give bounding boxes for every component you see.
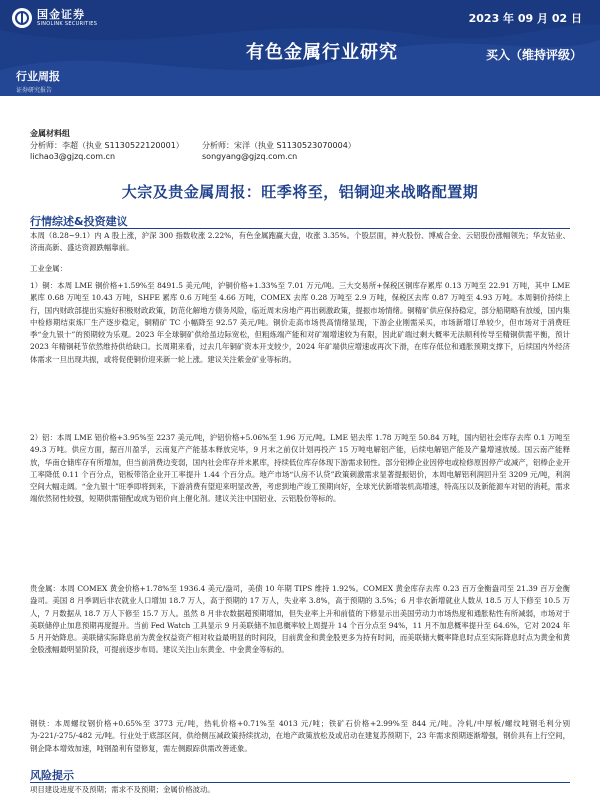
analyst-2-email[interactable]: songyang@gjzq.com.cn [202, 152, 298, 161]
header-banner [0, 0, 600, 96]
company-logo [12, 8, 97, 28]
rating-badge: 买入（维持评级） [485, 48, 582, 62]
report-type: 行业周报 [16, 70, 60, 83]
industry-title: 有色金属行业研究 [246, 42, 398, 63]
analyst-1-email[interactable]: lichao3@gjzq.com.cn [30, 152, 116, 161]
analyst-2: 分析师：宋洋（执业 S1130523070004） [202, 141, 356, 150]
risk-paragraph: 项目建设进度不及预期；需求不及预期；金属价格波动。 [30, 785, 215, 794]
sector-group: 金属材料组 [30, 129, 70, 138]
logo-name-cn: 国金证券 [37, 7, 85, 21]
precious-metals-paragraph: 贵金属：本周 COMEX 黄金价格+1.78%至 1936.4 美元/盎司，美债 10 年期 TIPS 维持 1.92%。COMEX 黄金库存去库 0.23 百万金衡盎司至 21.39 百万金衡盎司。美国 8 月季调后非农就业人口增加 18.7 万人，高于预期的 17 万人，失业率 3.8%，高于预期的 3.5%；6 月非农新增就业人数从 18.5 万人下修至 10.5 万人，7 月数据从 18.7 万人下修至 15.7 万人。虽然 8 月非农数据超预期增加，但失业率上升和前值的下修显示出美国劳动力市场热度和通胀粘性有所减弱，市场对于美联储停止加息预期再度提升。当前 Fed Watch 工具显示 9 月美联储不加息概率较上周提升 14 个百分点至 94%，11 月不加息概率提升至 64.6%，它对 2024 年 5 月开始降息。美联储实际降息前为黄金权益资产相对收益最明显的时间段，目前黄金和黄金股更多为持有时间，而美联储大概率降息时点至实际降息时点为黄金和黄金股涨幅最明显阶段，可提前逐步布局。建议关注山东黄金、中金黄金等标的。 [30, 584, 570, 655]
steel-paragraph: 钢铁：本周螺纹钢价格+0.65%至 3773 元/吨，热轧价格+0.71%至 4013 元/吨；铁矿石价格+2.99%至 844 元/吨。冷轧/中厚板/螺纹吨钢毛利分别为-221/-275/-482 元/吨。行业处于底部区间，供给侧压减政策持续扰动，在地产政策放松及或启动在建复苏预期下，23 年需求预期逐渐增强，钢价具有上行空间，钢企降本增效加速，吨钢盈利有望修复，需左侧跟踪供需改善迹象。 [30, 719, 570, 753]
copper-paragraph: 1）铜：本周 LME 铜价格+1.59%至 8491.5 美元/吨，沪铜价格+1.33%至 7.01 万元/吨。三大交易所+保税区铜库存累库 0.13 万吨至 22.91 万吨，其中 LME 累库 0.68 万吨至 10.43 万吨，SHFE 累库 0.6 万吨至 4.66 万吨，COMEX 去库 0.28 万吨至 2.9 万吨，保税区去库 0.87 万吨至 4.93 万吨。本周铜价持续上行，国内财政部提出实施好积极财政政策，防范化解地方债务风险，临近周末房地产再出刺激政策，提振市场情绪。铜精矿供应保持稳定，部分船期略有放缓，国内集中检修期结束炼厂生产逐步稳定，铜精矿 TC 小幅降至 92.57 美元/吨。铜价走高市场畏高情绪显现，下游企业刚需采买，市场新增订单较少，但市场对于消费旺季“金九银十”的预期较为乐观。2023 年全球铜矿供给虽边际宽松，但粗炼端产能和对矿端增速较为有限，因此矿端过剩大概率无法顺利传导至精铜供需平衡，预计 2023 年精铜耗节依然维持供给缺口。长周期来看，过去几年铜矿资本开支较少，2024 年矿端供应增速或再次下滑，在库存低位和通胀预期支撑下，后续国内外经济体需求一旦出现共振，或将促使铜价迎来新一轮上涨。建议关注紫金矿业等标的。 [30, 281, 570, 364]
report-subtype: 证券研究报告 [16, 87, 53, 94]
section-title-summary: 行情综述&投资建议 [30, 215, 128, 228]
section-divider [30, 228, 570, 229]
logo-icon [12, 8, 32, 28]
section-title-risk: 风险提示 [30, 769, 74, 782]
section-divider [30, 782, 570, 783]
report-headline: 大宗及贵金属周报：旺季将至，铝铜迎来战略配置期 [121, 183, 479, 201]
market-summary-paragraph: 本周（8.28~9.1）内 A 股上涨，沪深 300 指数收涨 2.22%，有色金属跑赢大盘，收涨 3.35%。个股层面，神火股份、博威合金、云铝股份涨幅领先；华友钴业、济南高新、盛达资源跌幅靠前。 [30, 231, 570, 253]
industrial-metals-label: 工业金属： [30, 264, 67, 273]
aluminum-paragraph: 2）铝：本周 LME 铝价格+3.95%至 2237 美元/吨，沪铝价格+5.06%至 1.96 万元/吨。LME 铝去库 1.78 万吨至 50.84 万吨，国内铝社会库存去库 0.1 万吨至 49.3 万吨。供应方面，据百川盈孚，云南复产产能基本释放完毕，9 月末之前仅计划再投产 15 万吨电解铝产能，后续电解铝产能及产量增速放缓。国云南产能释放，华南仓储库存有所增加，但当前消费边变弱，国内社会库存并未累库，持续低位库存体现下游需求韧性。部分铝棒企业因停电或检修原因停产或减产，铝棒企业开工率降低 0.11 个百分点，铝板带箔企业开工率提升 1.44 个百分点。地产市场“认房不认贷”政策刺激需求显著提振铝价，本周电解铝利润回升至 3209 元/吨，利润空间大幅走阔。“金九银十”旺季即将到来，下游消费有望迎来明显改善，考虑到地产竣工预期向好，全球光伏新增装机高增速，特高压以及新能源车对铝的消耗，需求端依然韧性较强，短期供需错配或成为铝价向上催化剂。建议关注中国铝业、云铝股份等标的。 [30, 433, 570, 504]
report-date: 2023 年 09 月 02 日 [468, 12, 582, 25]
analyst-1: 分析师：李超（执业 S1130522120001） [30, 141, 184, 150]
logo-name-en: SINOLINK SECURITIES [37, 20, 98, 27]
